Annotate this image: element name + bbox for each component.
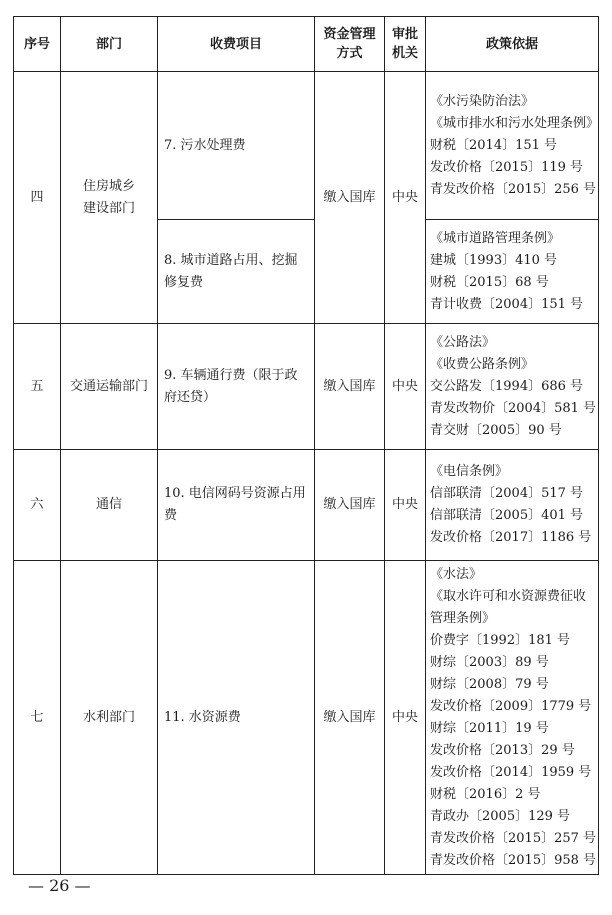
cell-dept: [61, 72, 158, 324]
basis-line: 交公路发〔1994〕686 号: [430, 378, 584, 394]
basis-line: 财税〔2016〕2 号: [430, 786, 541, 802]
basis-line: 发改价格〔2015〕119 号: [430, 159, 584, 175]
header-seq: 序号: [14, 17, 61, 72]
cell-item: 8. 城市道路占用、挖掘修复费: [158, 220, 315, 324]
cell-fund: 缴入国库: [315, 72, 385, 324]
basis-line: 《城市排水和污水处理条例》: [430, 115, 600, 131]
basis-line: 信部联清〔2005〕401 号: [430, 508, 584, 523]
header-fund: [315, 17, 385, 72]
cell-seq: 四: [14, 72, 61, 324]
basis-line: 《取水许可和水资源费征收: [430, 588, 587, 604]
cell-seq: 七: [14, 561, 61, 875]
basis-line: 《公路法》: [430, 334, 496, 350]
basis-line: 财税〔2015〕68 号: [430, 274, 549, 290]
cell-basis: [426, 450, 599, 561]
basis-line: 青发改物价〔2004〕581 号: [430, 400, 597, 416]
cell-basis: [426, 72, 599, 220]
table-row: [14, 72, 599, 220]
cell-basis: [426, 324, 599, 450]
basis-line: 青交财〔2005〕90 号: [430, 422, 562, 438]
header-approve: [385, 17, 426, 72]
dept-line2: 建设部门: [82, 200, 135, 216]
basis-line: 发改价格〔2014〕1959 号: [430, 764, 592, 780]
cell-approve: 中央: [385, 561, 426, 875]
basis-line: 建城〔1993〕410 号: [430, 252, 558, 268]
cell-approve: 中央: [385, 72, 426, 324]
basis-line: 青政办〔2005〕129 号: [430, 808, 571, 824]
cell-fund: 缴入国库: [315, 561, 385, 875]
fee-table: [13, 16, 599, 875]
header-basis: 政策依据: [426, 17, 599, 72]
basis-line: 青发改价格〔2015〕256 号: [430, 181, 597, 197]
basis-line: 价费字〔1992〕181 号: [430, 632, 571, 648]
cell-item: 9. 车辆通行费（限于政府还贷）: [158, 324, 315, 450]
header-fund-line2: 方式: [336, 46, 363, 61]
basis-line: 发改价格〔2017〕1186 号: [430, 530, 592, 545]
basis-line: 发改价格〔2009〕1779 号: [430, 698, 592, 714]
table-row: [14, 324, 599, 450]
cell-fund: 缴入国库: [315, 450, 385, 561]
table-header-row: [14, 17, 599, 72]
cell-seq: 六: [14, 450, 61, 561]
basis-line: 管理条例》: [430, 610, 496, 626]
header-approve-line1: 审批: [391, 27, 418, 42]
cell-approve: 中央: [385, 324, 426, 450]
cell-seq: 五: [14, 324, 61, 450]
basis-line: 财综〔2008〕79 号: [430, 676, 549, 692]
basis-line: 青计收费〔2004〕151 号: [430, 296, 584, 312]
cell-basis: [426, 561, 599, 875]
basis-line: 青发改价格〔2015〕257 号: [430, 830, 597, 846]
cell-item: 10. 电信网码号资源占用费: [158, 450, 315, 561]
cell-item: 7. 污水处理费: [158, 72, 315, 220]
basis-line: 发改价格〔2013〕29 号: [430, 742, 575, 758]
cell-item: 11. 水资源费: [158, 561, 315, 875]
header-approve-line2: 机关: [391, 46, 418, 61]
cell-dept: 通信: [61, 450, 158, 561]
basis-line: 财税〔2014〕151 号: [430, 137, 558, 153]
basis-line: 财综〔2011〕19 号: [430, 720, 549, 736]
table-row: [14, 450, 599, 561]
basis-line: 青发改价格〔2015〕958 号: [430, 852, 597, 868]
table-row: [14, 561, 599, 875]
page-number: — 26 —: [28, 876, 91, 895]
cell-approve: 中央: [385, 450, 426, 561]
basis-line: 《城市道路管理条例》: [430, 230, 561, 246]
basis-line: 信部联清〔2004〕517 号: [430, 486, 584, 501]
basis-line: 《水污染防治法》: [430, 93, 535, 109]
cell-fund: 缴入国库: [315, 324, 385, 450]
basis-line: 《电信条例》: [430, 464, 509, 479]
basis-line: 《收费公路条例》: [430, 356, 535, 372]
header-fund-line1: 资金管理: [323, 27, 376, 42]
basis-line: 财综〔2003〕89 号: [430, 654, 549, 670]
cell-dept: 水利部门: [61, 561, 158, 875]
cell-basis: [426, 220, 599, 324]
header-dept: 部门: [61, 17, 158, 72]
dept-line1: 住房城乡: [82, 178, 135, 194]
basis-line: 《水法》: [430, 566, 483, 582]
header-item: 收费项目: [158, 17, 315, 72]
cell-dept: 交通运输部门: [61, 324, 158, 450]
